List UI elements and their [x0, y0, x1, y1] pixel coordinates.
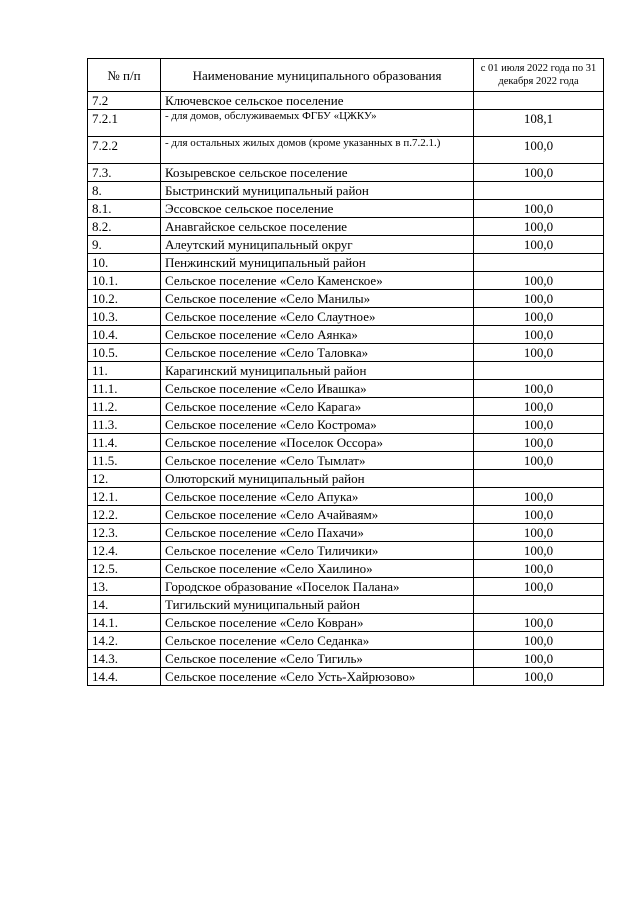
table-row [88, 668, 604, 686]
period-value: 100,0 [474, 452, 604, 470]
column-header-period: с 01 июля 2022 года по 31 декабря 2022 года [474, 59, 604, 92]
table-row [88, 110, 604, 137]
municipality-name: Сельское поселение «Поселок Оссора» [161, 434, 474, 452]
municipality-name: Сельское поселение «Село Слаутное» [161, 308, 474, 326]
row-number: 14.1. [88, 614, 161, 632]
row-number: 7.2 [88, 92, 161, 110]
period-value: 100,0 [474, 578, 604, 596]
period-value: 100,0 [474, 506, 604, 524]
row-number: 11.1. [88, 380, 161, 398]
row-number: 12.5. [88, 560, 161, 578]
municipality-name: Сельское поселение «Село Ковран» [161, 614, 474, 632]
period-value [474, 362, 604, 380]
period-value: 100,0 [474, 380, 604, 398]
table-row [88, 272, 604, 290]
municipality-name: Ключевское сельское поселение [161, 92, 474, 110]
table-row [88, 542, 604, 560]
tariff-table [87, 58, 604, 686]
table-row [88, 596, 604, 614]
table-row [88, 452, 604, 470]
municipality-name: Сельское поселение «Село Тигиль» [161, 650, 474, 668]
table-row [88, 380, 604, 398]
municipality-name: Пенжинский муниципальный район [161, 254, 474, 272]
period-value: 100,0 [474, 632, 604, 650]
table-row [88, 182, 604, 200]
municipality-name: Сельское поселение «Село Кострома» [161, 416, 474, 434]
row-number: 12.1. [88, 488, 161, 506]
period-value [474, 470, 604, 488]
municipality-name: Сельское поселение «Село Седанка» [161, 632, 474, 650]
municipality-name: Сельское поселение «Село Хаилино» [161, 560, 474, 578]
municipality-name: - для домов, обслуживаемых ФГБУ «ЦЖКУ» [161, 110, 474, 137]
table-row [88, 560, 604, 578]
municipality-name: Сельское поселение «Село Таловка» [161, 344, 474, 362]
table-body [88, 92, 604, 686]
municipality-name: Сельское поселение «Село Пахачи» [161, 524, 474, 542]
period-value: 100,0 [474, 488, 604, 506]
period-value [474, 92, 604, 110]
row-number: 12.4. [88, 542, 161, 560]
row-number: 12.2. [88, 506, 161, 524]
municipality-name: Сельское поселение «Село Тымлат» [161, 452, 474, 470]
row-number: 8.2. [88, 218, 161, 236]
table-row [88, 632, 604, 650]
row-number: 14.4. [88, 668, 161, 686]
municipality-name: Сельское поселение «Село Ачайваям» [161, 506, 474, 524]
table-row [88, 290, 604, 308]
period-value: 100,0 [474, 164, 604, 182]
table-row [88, 254, 604, 272]
municipality-name: Олюторский муниципальный район [161, 470, 474, 488]
table-row [88, 308, 604, 326]
table-row [88, 416, 604, 434]
municipality-name: Карагинский муниципальный район [161, 362, 474, 380]
municipality-name: Тигильский муниципальный район [161, 596, 474, 614]
row-number: 13. [88, 578, 161, 596]
period-value: 100,0 [474, 542, 604, 560]
row-number: 7.2.1 [88, 110, 161, 137]
period-value: 100,0 [474, 218, 604, 236]
table-row [88, 236, 604, 254]
table-row [88, 650, 604, 668]
period-value: 100,0 [474, 272, 604, 290]
period-value: 100,0 [474, 416, 604, 434]
municipality-name: Анавгайское сельское поселение [161, 218, 474, 236]
column-header-name: Наименование муниципального образования [161, 59, 474, 92]
row-number: 8.1. [88, 200, 161, 218]
municipality-name: Алеутский муниципальный округ [161, 236, 474, 254]
municipality-name: Сельское поселение «Село Каменское» [161, 272, 474, 290]
row-number: 11. [88, 362, 161, 380]
row-number: 14.2. [88, 632, 161, 650]
period-value: 100,0 [474, 434, 604, 452]
table-row [88, 92, 604, 110]
municipality-name: Сельское поселение «Село Карага» [161, 398, 474, 416]
period-value: 100,0 [474, 308, 604, 326]
period-value: 100,0 [474, 668, 604, 686]
municipality-name: Сельское поселение «Село Усть-Хайрюзово» [161, 668, 474, 686]
municipality-name: Сельское поселение «Село Аянка» [161, 326, 474, 344]
table-row [88, 524, 604, 542]
column-header-number: № п/п [88, 59, 161, 92]
row-number: 10. [88, 254, 161, 272]
municipality-name: Сельское поселение «Село Апука» [161, 488, 474, 506]
table-row [88, 578, 604, 596]
row-number: 9. [88, 236, 161, 254]
table-row [88, 434, 604, 452]
table-row [88, 398, 604, 416]
period-value: 100,0 [474, 650, 604, 668]
table-row [88, 218, 604, 236]
table-row [88, 614, 604, 632]
period-value: 100,0 [474, 290, 604, 308]
municipality-name: - для остальных жилых домов (кроме указанных в п.7.2.1.) [161, 137, 474, 164]
row-number: 10.1. [88, 272, 161, 290]
table-row [88, 326, 604, 344]
row-number: 7.3. [88, 164, 161, 182]
row-number: 11.4. [88, 434, 161, 452]
row-number: 14. [88, 596, 161, 614]
row-number: 10.4. [88, 326, 161, 344]
table-row [88, 344, 604, 362]
period-value: 100,0 [474, 614, 604, 632]
municipality-name: Сельское поселение «Село Тиличики» [161, 542, 474, 560]
municipality-name: Эссовское сельское поселение [161, 200, 474, 218]
row-number: 11.2. [88, 398, 161, 416]
period-value: 100,0 [474, 326, 604, 344]
row-number: 14.3. [88, 650, 161, 668]
table-row [88, 470, 604, 488]
row-number: 7.2.2 [88, 137, 161, 164]
period-value: 100,0 [474, 236, 604, 254]
municipality-name: Сельское поселение «Село Манилы» [161, 290, 474, 308]
row-number: 11.3. [88, 416, 161, 434]
row-number: 11.5. [88, 452, 161, 470]
row-number: 10.5. [88, 344, 161, 362]
row-number: 10.3. [88, 308, 161, 326]
table-row [88, 164, 604, 182]
row-number: 12. [88, 470, 161, 488]
period-value: 100,0 [474, 560, 604, 578]
row-number: 10.2. [88, 290, 161, 308]
period-value [474, 254, 604, 272]
municipality-name: Козыревское сельское поселение [161, 164, 474, 182]
table-row [88, 200, 604, 218]
period-value: 100,0 [474, 137, 604, 164]
table-row [88, 506, 604, 524]
municipality-name: Сельское поселение «Село Ивашка» [161, 380, 474, 398]
period-value: 100,0 [474, 344, 604, 362]
table-row [88, 488, 604, 506]
table-row [88, 137, 604, 164]
period-value [474, 596, 604, 614]
period-value: 108,1 [474, 110, 604, 137]
municipality-name: Городское образование «Поселок Палана» [161, 578, 474, 596]
period-value: 100,0 [474, 200, 604, 218]
municipality-name: Быстринский муниципальный район [161, 182, 474, 200]
period-value: 100,0 [474, 524, 604, 542]
period-value [474, 182, 604, 200]
table-header-row [88, 59, 604, 92]
period-value: 100,0 [474, 398, 604, 416]
row-number: 12.3. [88, 524, 161, 542]
row-number: 8. [88, 182, 161, 200]
table-row [88, 362, 604, 380]
